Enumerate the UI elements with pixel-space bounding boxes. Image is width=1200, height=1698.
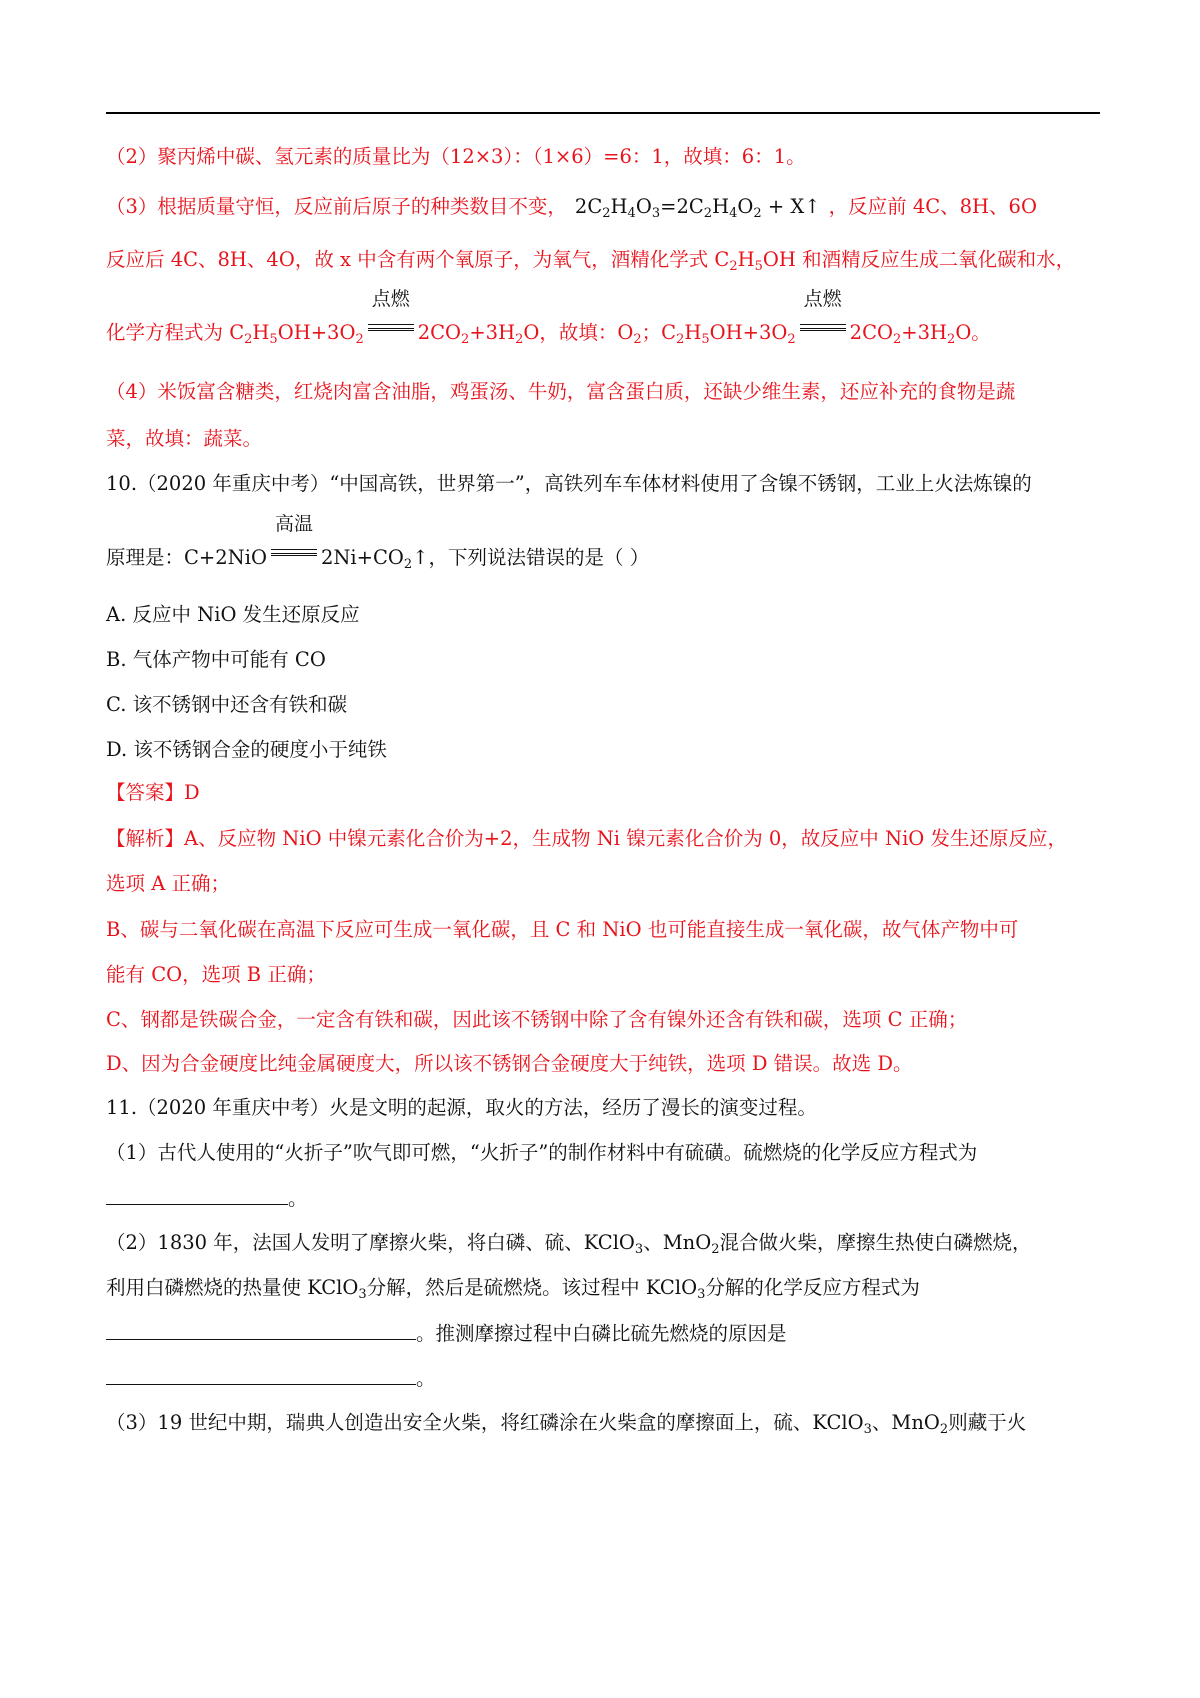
question-11-part-2-line-2: 利用白磷燃烧的热量使 KClO$_3$分解，然后是硫燃烧。该过程中 KClO$_3$分解的化学反应方程式为	[106, 1276, 920, 1302]
question-11-part-2-line-4: 。	[106, 1364, 436, 1393]
answer-blank-1[interactable]	[106, 1184, 288, 1205]
analysis-line-5: C、钢都是铁碳合金，一定含有铁和碳，因此该不锈钢中除了含有镍外还含有铁和碳，选项 C 正确；	[106, 1008, 968, 1031]
solution-9-part-4-line-2: 菜，故填：蔬菜。	[106, 427, 263, 450]
solution-9-part-4-line-1: （4）米饭富含糖类，红烧肉富含油脂，鸡蛋汤、牛奶，富含蛋白质，还缺少维生素，还应补充的食物是蔬	[106, 380, 1016, 403]
question-10-stem-line-1: 10.（2020 年重庆中考）“中国高铁，世界第一”，高铁列车车体材料使用了含镍不锈钢，工业上火法炼镍的	[106, 472, 1032, 495]
analysis-line-2: 选项 A 正确；	[106, 872, 230, 895]
analysis-line-6: D、因为合金硬度比纯金属硬度大，所以该不锈钢合金硬度大于纯铁，选项 D 错误。故选 D。	[106, 1052, 913, 1075]
option-c: C. 该不锈钢中还含有铁和碳	[106, 693, 348, 716]
option-b: B. 气体产物中可能有 CO	[106, 648, 326, 671]
solution-9-part-3-line-2: 反应后 4C、8H、4O，故 x 中含有两个氧原子，为氧气，酒精化学式 $C_2H_5OH$ 和酒精反应生成二氧化碳和水，	[106, 248, 1076, 274]
header-rule	[106, 112, 1100, 114]
question-11-stem: 11.（2020 年重庆中考）火是文明的起源，取火的方法，经历了漫长的演变过程。	[106, 1096, 817, 1119]
question-10-stem-line-2: 原理是：C+2NiO 高温 $2Ni+CO_2↑$，下列说法错误的是（ ）	[106, 513, 650, 572]
analysis-line-4: 能有 CO，选项 B 正确；	[106, 963, 326, 986]
analysis-line-1: 【解析】A、反应物 NiO 中镍元素化合价为+2，生成物 Ni 镍元素化合价为 0，故反应中 NiO 发生还原反应，	[106, 827, 1067, 850]
question-11-part-2-line-3: 。推测摩擦过程中白磷比硫先燃烧的原因是	[106, 1319, 787, 1348]
solution-9-part-3-line-3: 化学方程式为 $C_2H_5OH+3O_2$ 点燃 $2CO_2+3H_2O$，故填：$O_2$；$C_2H_5OH+3O_2$ 点燃 $2CO_2+3H_2O$。	[106, 288, 991, 347]
question-11-part-3-line-1: （3）19 世纪中期，瑞典人创造出安全火柴，将红磷涂在火柴盒的摩擦面上，硫、KClO$_3$、MnO$_2$则藏于火	[106, 1411, 1027, 1437]
equation-acetic: $2C_2H_4O_3=2C_2H_4O_2$ + X↑	[574, 195, 821, 221]
question-11-part-1-answer: 。	[106, 1184, 308, 1213]
reaction-condition-ignite: 点燃	[366, 311, 416, 339]
option-d: D. 该不锈钢合金的硬度小于纯铁	[106, 738, 387, 761]
answer: 【答案】D	[106, 781, 200, 804]
answer-blank-3[interactable]	[106, 1364, 416, 1385]
reaction-condition-high-temp: 高温	[269, 536, 319, 564]
answer-blank-2[interactable]	[106, 1319, 416, 1340]
analysis-line-3: B、碳与二氧化碳在高温下反应可生成一氧化碳，且 C 和 NiO 也可能直接生成一氧化碳，故气体产物中可	[106, 918, 1019, 941]
reaction-condition-ignite-2: 点燃	[798, 311, 848, 339]
question-11-part-1: （1）古代人使用的“火折子”吹气即可燃，“火折子”的制作材料中有硫磺。硫燃烧的化学反应方程式为	[106, 1141, 978, 1164]
option-a: A. 反应中 NiO 发生还原反应	[106, 603, 360, 626]
question-11-part-2-line-1: （2）1830 年，法国人发明了摩擦火柴，将白磷、硫、KClO$_3$、MnO$_2$混合做火柴，摩擦生热使白磷燃烧，	[106, 1231, 1032, 1257]
solution-9-part-2: （2）聚丙烯中碳、氢元素的质量比为（12×3）：（1×6）=6：1，故填：6：1。	[106, 145, 806, 168]
solution-9-part-3-line-1: （3）根据质量守恒，反应前后原子的种类数目不变， $2C_2H_4O_3=2C_2H_4O_2$ + X↑ ，反应前 4C、8H、6O	[106, 195, 1037, 221]
